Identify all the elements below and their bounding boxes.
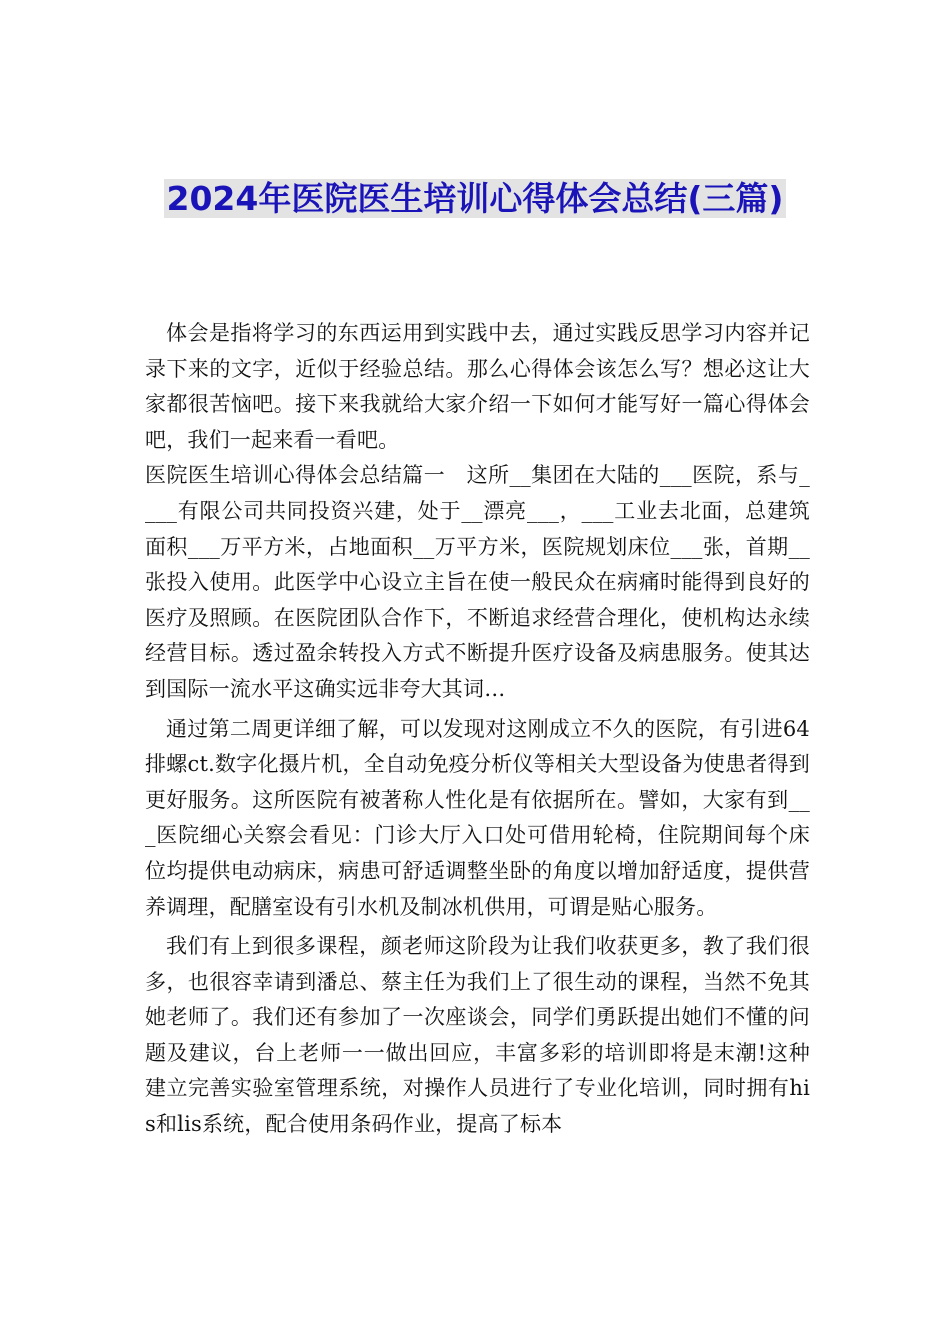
document-title [140,170,810,228]
paragraph-section-one: 医院医生培训心得体会总结篇一 这所__集团在大陆的___医院，系与____有限公司共同投资兴建，处于__漂亮___，___工业去北面，总建筑面积___万平方米，占地面积__万平方米，医院规划床位___张，首期__张投入使用。此医学中心设立主旨在使一般民众在病痛时能得到良好的医疗及照顾。在医院团队合作下，不断追求经营合理化，使机构达永续经营目标。透过盈余转投入方式不断提升医疗设备及病患服务。使其达到国际一流水平这确实远非夸大其词… [145,463,810,701]
paragraph-second-week: 通过第二周更详细了解，可以发现对这刚成立不久的医院，有引进64排螺ct.数字化摄片机，全自动免疫分析仪等相关大型设备为使患者得到更好服务。这所医院有被著称人性化是有依据所在。譬如，大家有到___医院细心关察会看见：门诊大厅入口处可借用轮椅，住院期间每个床位均提供电动病床，病患可舒适调整坐卧的角度以增加舒适度，提供营养调理，配膳室设有引水机及制冰机供用，可谓是贴心服务。 [145,716,810,919]
paragraph-intro: 体会是指将学习的东西运用到实践中去，通过实践反思学习内容并记录下来的文字，近似于经验总结。那么心得体会该怎么写？想必这让大家都很苦恼吧。接下来我就给大家介绍一下如何才能写好一篇心得体会吧，我们一起来看一看吧。 [145,321,810,452]
document-body [145,316,810,1143]
title-highlight: 2024年医院医生培训心得体会总结(三篇) [166,179,784,218]
paragraph-courses: 我们有上到很多课程，颜老师这阶段为让我们收获更多，教了我们很多，也很容幸请到潘总、蔡主任为我们上了很生动的课程，当然不免其她老师了。我们还有参加了一次座谈会，同学们勇跃提出她们不懂的问题及建议，台上老师一一做出回应，丰富多彩的培训即将是末潮!这种建立完善实验室管理系统，对操作人员进行了专业化培训，同时拥有his和lis系统，配合使用条码作业，提高了标本 [145,934,810,1137]
